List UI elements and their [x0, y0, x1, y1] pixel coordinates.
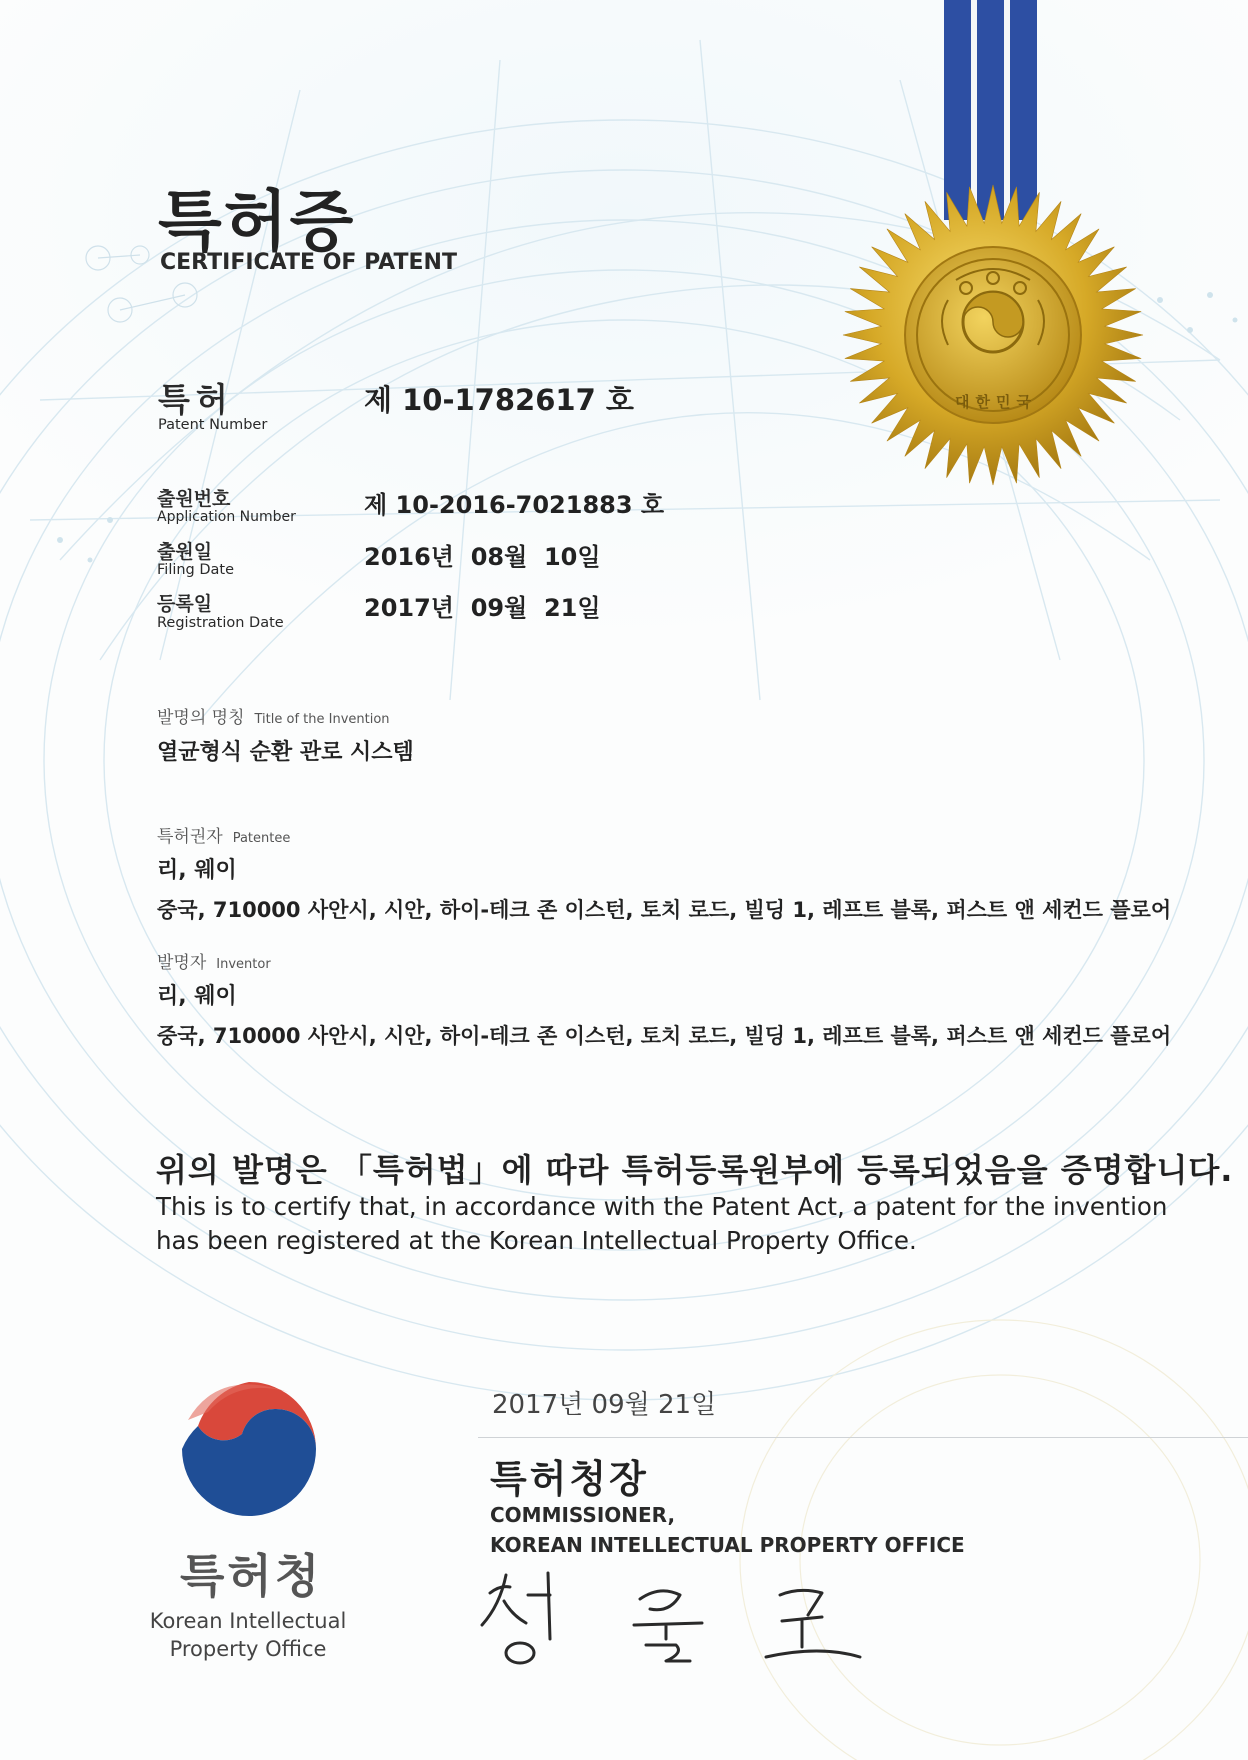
issue-date: 2017년 09월 21일: [492, 1390, 717, 1420]
filing-date-label: 출원일: [157, 541, 213, 563]
inventor-address: 중국, 710000 사안시, 시안, 하이-테크 존 이스턴, 토치 로드, 빌딩 1, 레프트 블록, 퍼스트 앤 세컨드 플로어: [157, 1024, 1172, 1048]
certification-statement-en: This is to certify that, in accordance with the Patent Act, a patent for the invention has been registered at the Korean Intellectual Property Office.: [156, 1192, 1168, 1255]
kipo-name-en-line1: Korean Intellectual: [149, 1609, 347, 1633]
commissioner-signature: [470, 1565, 890, 1675]
certificate-title: 특허증: [158, 183, 356, 260]
kipo-taegeuk-logo: [178, 1378, 320, 1520]
application-number-value: 제 10-2016-7021883 호: [364, 491, 665, 519]
certification-statement-ko: 위의 발명은 「특허법」에 따라 특허등록원부에 등록되었음을 증명합니다.: [156, 1151, 1234, 1189]
invention-title: 열균형식 순환 관로 시스템: [157, 740, 414, 765]
commissioner-title-en-line2: KOREAN INTELLECTUAL PROPERTY OFFICE: [490, 1533, 965, 1557]
application-number-label: 출원번호: [157, 488, 231, 510]
registration-date-label: 등록일: [157, 593, 213, 615]
invention-section-label: [157, 703, 390, 728]
kipo-name-en: [148, 1607, 348, 1663]
gold-seal: [838, 180, 1148, 490]
invention-label-en: Title of the Invention: [254, 712, 390, 727]
kipo-name-ko: 특허청: [180, 1549, 323, 1603]
patentee-section-label: [157, 822, 290, 847]
issuer-divider: [478, 1437, 1248, 1438]
registration-date-value: 2017년 09월 21일: [364, 594, 601, 622]
inventor-section-label: [157, 948, 271, 973]
filing-date-value: 2016년 08월 10일: [364, 543, 601, 571]
patentee-label-ko: 특허권자: [157, 827, 223, 847]
patent-number-label-en: Patent Number: [158, 417, 268, 433]
inventor-label-ko: 발명자: [157, 953, 207, 973]
patentee-address: 중국, 710000 사안시, 시안, 하이-테크 존 이스턴, 토치 로드, 빌딩 1, 레프트 블록, 퍼스트 앤 세컨드 플로어: [157, 898, 1172, 922]
inventor-name: 리, 웨이: [157, 984, 237, 1009]
commissioner-title-en-line1: COMMISSIONER,: [490, 1503, 676, 1527]
commissioner-title-ko: 특허청장: [490, 1457, 649, 1501]
application-number-label-en: Application Number: [157, 509, 296, 525]
registration-date-label-en: Registration Date: [157, 615, 284, 631]
patentee-label-en: Patentee: [232, 831, 291, 846]
commissioner-title-en: [490, 1500, 965, 1560]
seal-text: 대한민국: [955, 393, 1037, 411]
kipo-name-en-line2: Property Office: [169, 1637, 327, 1661]
patentee-name: 리, 웨이: [157, 858, 237, 883]
filing-date-label-en: Filing Date: [157, 562, 235, 578]
invention-label-ko: 발명의 명칭: [157, 708, 245, 728]
certificate-subtitle: CERTIFICATE OF PATENT: [160, 250, 457, 275]
patent-number-label: 특허: [158, 380, 234, 419]
inventor-label-en: Inventor: [216, 957, 271, 972]
patent-number-value: 제 10-1782617 호: [364, 383, 634, 417]
